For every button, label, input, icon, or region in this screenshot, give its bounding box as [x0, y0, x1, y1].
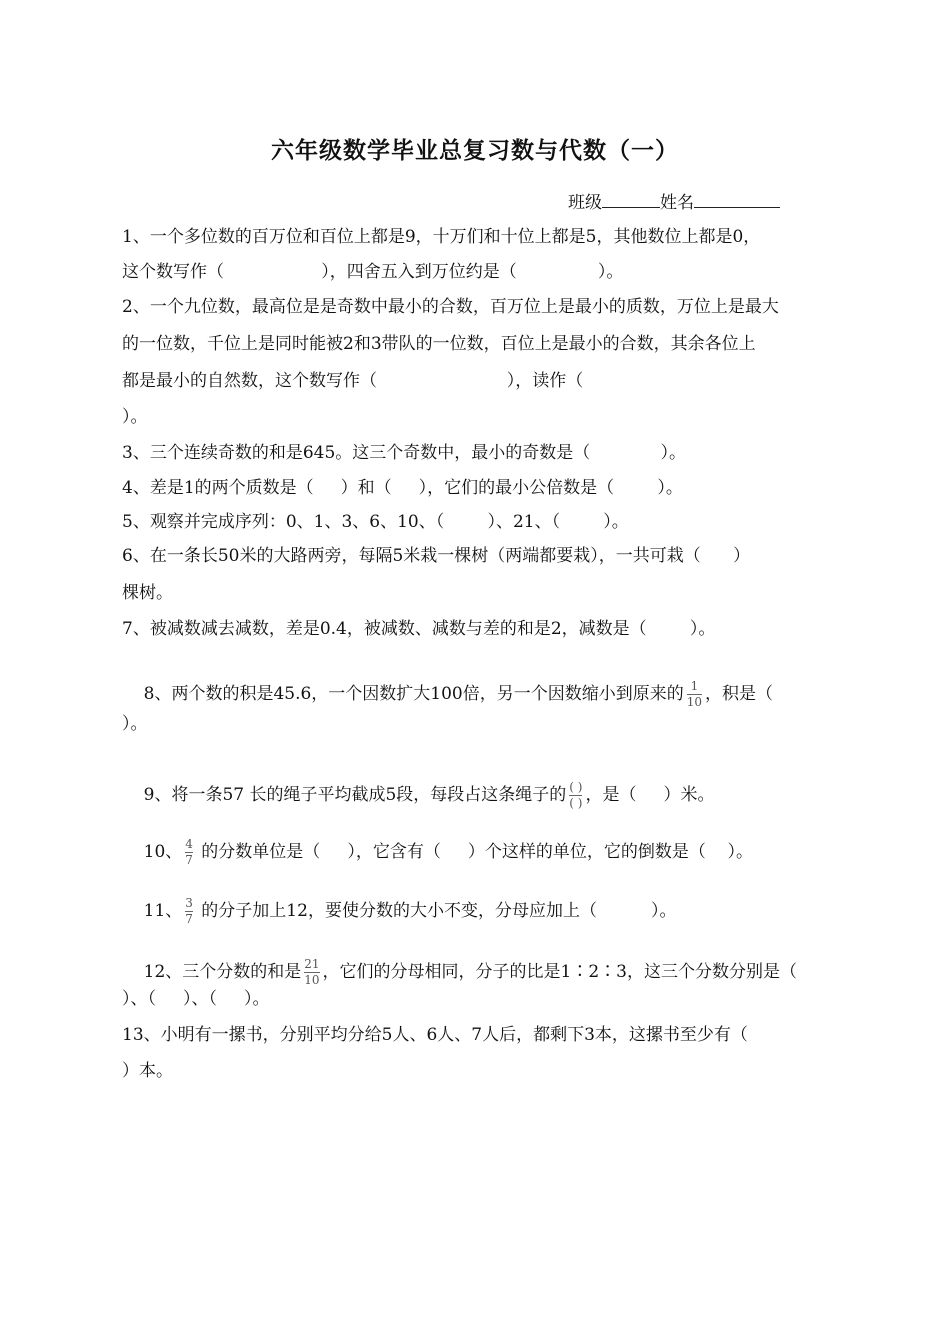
q3-text: 3、三个连续奇数的和是645。这三个奇数中，最小的奇数是（ ）。: [122, 443, 687, 463]
q6-line2: 棵树。: [122, 583, 173, 603]
q2-line3: 都是最小的自然数，这个数写作（ ），读作（: [122, 371, 584, 391]
q13-line2: ）本。: [122, 1061, 173, 1081]
q10-frac-den: 7: [185, 853, 193, 867]
class-name-fields: [568, 188, 780, 213]
q8-line2: ）。: [122, 714, 148, 734]
q5-text: 5、观察并完成序列：0、1、3、6、10、（ ）、21、（ ）。: [122, 512, 629, 532]
q1-line1: 1、一个多位数的百万位和百位上都是9，十万们和十位上都是5，其他数位上都是0，: [122, 227, 761, 247]
q11-text-before: 11、: [143, 901, 183, 921]
class-blank[interactable]: [602, 191, 660, 208]
q8-fraction: [687, 680, 702, 709]
q10-text-before: 10、: [143, 842, 183, 862]
q1-line2: 这个数写作（ ），四舍五入到万位约是（ ）。: [122, 262, 624, 282]
q9-fraction: [569, 781, 582, 810]
q9-text-after: ，是（ ）米。: [585, 785, 715, 805]
name-label: 姓名: [660, 193, 694, 213]
q2-line2: 的一位数，千位上是同时能被2和3带队的一位数，百位上是最小的合数，其余各位上: [122, 334, 756, 354]
q8-frac-den: 10: [686, 695, 703, 709]
q11-fraction: [185, 897, 193, 926]
q8-text-before: 8、两个数的积是45.6，一个因数扩大100倍，另一个因数缩小到原来的: [143, 684, 684, 704]
q9-text-before: 9、将一条57 长的绳子平均截成5段，每段占这条绳子的: [143, 785, 567, 805]
q10-text-after: 的分数单位是（ ），它含有（ ）个这样的单位，它的倒数是（ ）。: [195, 842, 753, 862]
q2-line4: ）。: [122, 407, 148, 427]
page-title: 六年级数学毕业总复习数与代数（一）: [271, 138, 679, 164]
q8-text-after: ，积是（: [705, 684, 774, 704]
q9-frac-den: ( ): [569, 796, 583, 810]
q11-frac-den: 7: [185, 912, 193, 926]
q7-text: 7、被减数减去减数，差是0.4，被减数、减数与差的和是2，减数是（ ）。: [122, 619, 716, 639]
q12-fraction: [304, 958, 319, 987]
class-label: 班级: [568, 193, 602, 213]
q11-text-after: 的分子加上12，要使分数的大小不变，分母应加上（ ）。: [195, 901, 677, 921]
q12-frac-den: 10: [304, 973, 320, 987]
q12-text-before: 12、三个分数的和是: [143, 962, 302, 982]
q11-frac-num: 3: [185, 896, 193, 910]
q13-line1: 13、小明有一摞书，分别平均分给5人、6人、7人后，都剩下3本，这摞书至少有（: [122, 1025, 748, 1045]
q12-text-after: ，它们的分母相同，分子的比是1∶2∶3，这三个分数分别是（: [322, 962, 797, 982]
q8-frac-num: 1: [690, 679, 699, 693]
q12-line2: ）、（ ）、（ ）。: [122, 989, 270, 1009]
q12-frac-num: 21: [304, 957, 320, 971]
name-blank[interactable]: [694, 191, 780, 208]
q4-text: 4、差是1的两个质数是（ ）和（ ），它们的最小公倍数是（ ）。: [122, 478, 683, 498]
q9-frac-num: ( ): [569, 780, 583, 794]
q6-line1: 6、在一条长50米的大路两旁，每隔5米栽一棵树（两端都要栽），一共可栽（ ）: [122, 546, 751, 566]
q2-line1: 2、一个九位数，最高位是是奇数中最小的合数，百万位上是最小的质数，万位上是最大: [122, 297, 779, 317]
q8-line1: [122, 658, 773, 731]
q10-frac-num: 4: [185, 837, 193, 851]
q10-fraction: [185, 838, 193, 867]
